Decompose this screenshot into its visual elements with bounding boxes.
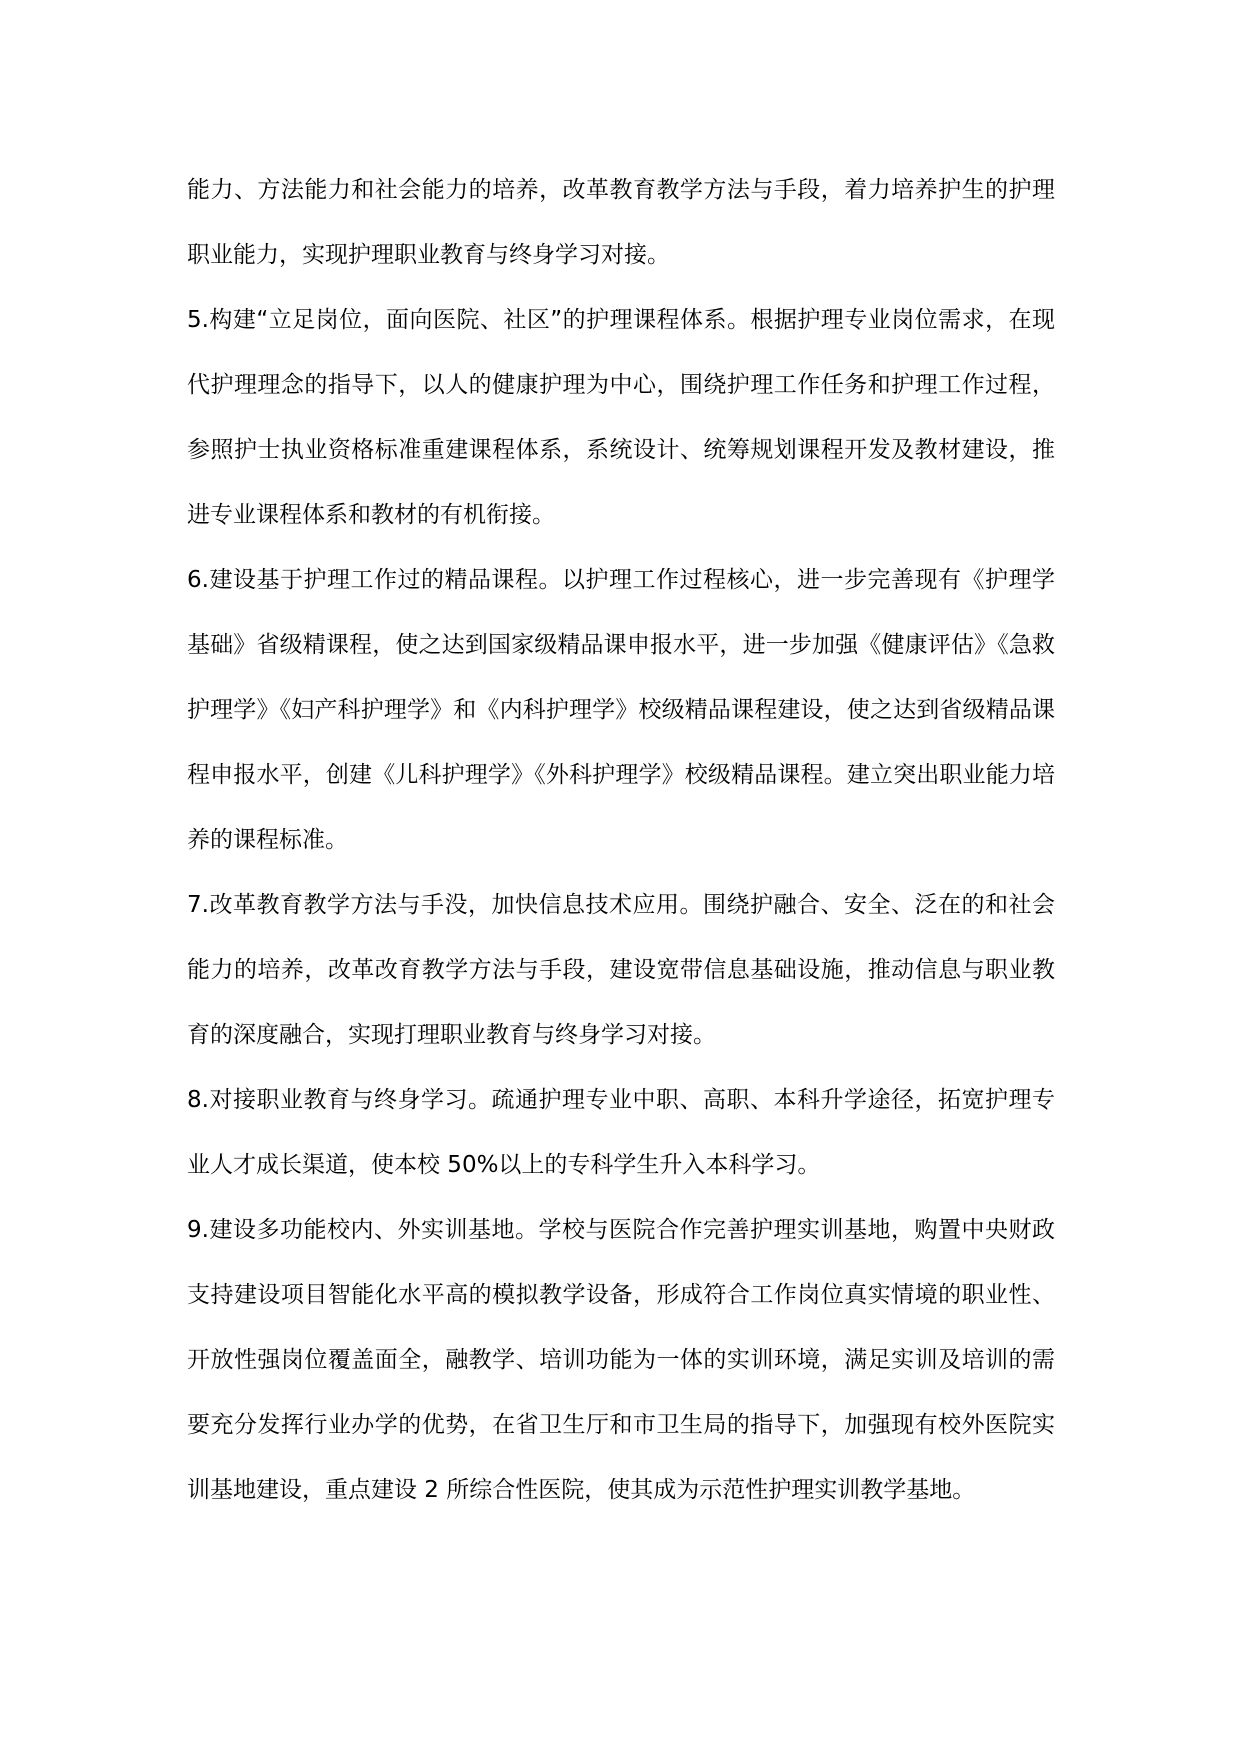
paragraph-item-7: 7.改革教育教学方法与手没，加快信息技术应用。围绕护融合、安全、泛在的和社会能力的培养，改革改育教学方法与手段，建设宽带信息基础设施，推动信息与职业教育的深度融合，实现打理职业教育与终身学习对接。 [187, 892, 1055, 1048]
paragraph-item-5: 5.构建“立足岗位，面向医院、社区”的护理课程体系。根据护理专业岗位需求，在现代护理理念的指导下，以人的健康护理为中心，围绕护理工作任务和护理工作过程，参照护士执业资格标准重建课程体系，系统设计、统筹规划课程开发及教材建设，推进专业课程体系和教材的有机衔接。 [187, 307, 1055, 528]
paragraph-item-6: 6.建设基于护理工作过的精品课程。以护理工作过程核心，进一步完善现有《护理学基础》省级精课程，使之达到国家级精品课申报水平，进一步加强《健康评估》《急救护理学》《妇产科护理学》和《内科护理学》校级精品课程建设，使之达到省级精品课程申报水平，创建《儿科护理学》《外科护理学》校级精品课程。建立突出职业能力培养的课程标准。 [187, 567, 1055, 853]
document-body [187, 158, 1055, 1523]
paragraph-item-8: 8.对接职业教育与终身学习。疏通护理专业中职、高职、本科升学途径，拓宽护理专业人才成长渠道，使本校 50%以上的专科学生升入本科学习。 [187, 1087, 1055, 1178]
paragraph-continuation: 能力、方法能力和社会能力的培养，改革教育教学方法与手段，着力培养护生的护理职业能力，实现护理职业教育与终身学习对接。 [187, 177, 1055, 268]
paragraph-item-9: 9.建设多功能校内、外实训基地。学校与医院合作完善护理实训基地，购置中央财政支持建设项目智能化水平高的模拟教学设备，形成符合工作岗位真实情境的职业性、开放性强岗位覆盖面全，融教学、培训功能为一体的实训环境，满足实训及培训的需要充分发挥行业办学的优势，在省卫生厅和市卫生局的指导下，加强现有校外医院实训基地建设，重点建设 2 所综合性医院，使其成为示范性护理实训教学基地。 [187, 1217, 1055, 1503]
